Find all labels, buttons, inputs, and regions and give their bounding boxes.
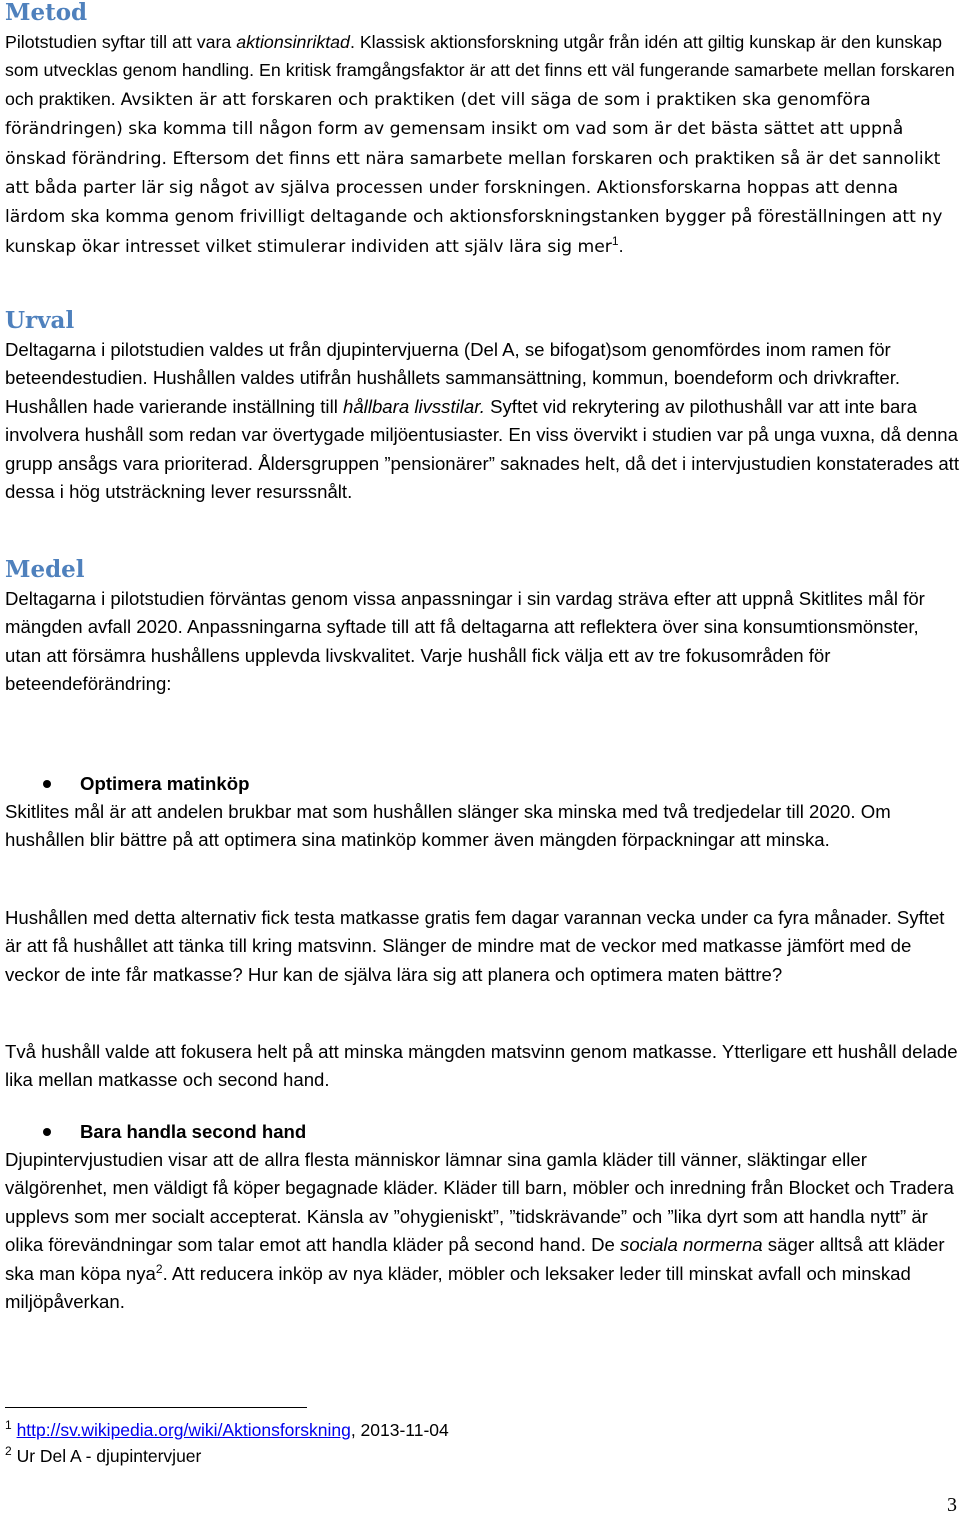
second-hand-emphasis: sociala normerna <box>620 1234 763 1256</box>
footnote-1: $^1$ http://sv.wikipedia.org/wiki/Aktionsforskning, 2013-11-04 <box>5 1418 449 1440</box>
optimera-paragraph-1: Skitlites mål är att andelen brukbar mat som hushållen slänger ska minska med två tredjedelar till 2020. Om hushållen blir bättre på att optimera sina matinköp kommer även mängden förpackningar att minska. <box>5 801 891 851</box>
footnote-ref-2: 2 <box>155 1261 163 1276</box>
optimera-paragraph-3: Två hushåll valde att fokusera helt på att minska mängden matsvinn genom matkasse. Ytterligare ett hushåll delade lika mellan matkasse och second hand. <box>5 1041 958 1091</box>
bullet-dot-icon <box>43 1128 51 1136</box>
bullet-label: Bara handla second hand <box>80 1121 307 1142</box>
heading-medel: Medel <box>5 556 85 583</box>
second-hand-paragraph: Djupintervjustudien visar att de allra flesta människor lämnar sina gamla kläder till vänner, släktingar eller välgörenhet, men väldigt få köper begagnade kläder. Kläder till barn, möbler och inredning från Blocket och Tradera upplevs som mer socialt accepterat. Känsla av ”ohygieniskt”, ”tidskrävande” och ”lika dyrt som att handla nytt” är olika förevändningar som talar emot att handla kläder på second hand. De sociala normerna säger alltså att kläder ska man köpa nya$^2$. Att reducera inköp av nya kläder, möbler och leksaker leder till minskat avfall och minskad miljöpåverkan. <box>5 1149 954 1313</box>
urval-emphasis: hållbara livsstilar. <box>343 395 485 417</box>
heading-metod: Metod <box>5 0 88 26</box>
metod-paragraph-intro: Pilotstudien syftar till att vara aktionsinriktad. Klassisk aktionsforskning utgår från idén att giltig kunskap är den kunskap som utvecklas genom handling. En kritisk framgångsfaktor är att det finns ett väl fungerande samarbete mellan forskaren och praktiken. Avsikten är att forskaren och praktiken (det vill säga de som i praktiken ska genomföra förändringen) ska komma till någon form av gemensam insikt om vad som är det bästa sättet att uppnå önskad förändring. Eftersom det finns ett nära samarbete mellan forskaren och praktiken så är det sannolikt att båda parter lär sig något av själva processen under forskningen. Aktionsforskarna hoppas att denna lärdom ska komma genom frivilligt deltagande och aktionsforskningstanken bygger på föreställningen att ny kunskap ökar intresset vilket stimulerar individen att själv lära sig mer$^1$. <box>5 32 955 257</box>
footnote-ref-1: 1 <box>611 233 619 248</box>
page-number: 3 <box>947 1494 957 1516</box>
metod-paragraph-body: Avsikten är att forskaren och praktiken (det vill säga de som i praktiken ska genomföra förändringen) ska komma till någon form av gemensam insikt om vad som är det bästa sättet att uppnå önskad förändring. Eftersom det finns ett nära samarbete mellan forskaren och praktiken så är det sannolikt att båda parter lär sig något av själva processen under forskningen. Aktionsforskarna hoppas att denna lärdom ska komma genom frivilligt deltagande och aktionsforskningstanken bygger på föreställningen att ny kunskap ökar intresset vilket stimulerar individen att själv lära sig mer <box>5 89 943 257</box>
optimera-paragraph-2: Hushållen med detta alternativ fick testa matkasse gratis fem dagar varannan vecka under ca fyra månader. Syftet är att få hushållet att tänka till kring matsvinn. Slänger de mindre mat de veckor med matkasse jämfört med de veckor de inte får matkasse? Hur kan de själva lära sig att planera och optimera maten bättre? <box>5 907 945 985</box>
bullet-label: Optimera matinköp <box>80 773 250 794</box>
urval-paragraph: Deltagarna i pilotstudien valdes ut från djupintervjuerna (Del A, se bifogat)som genomfördes inom ramen för beteendestudien. Hushållen valdes utifrån hushållets sammansättning, kommun, boendeform och drivkrafter. Hushållen hade varierande inställning till hållbara livsstilar. Syftet vid rekrytering av pilothushåll var att inte bara involvera hushåll som redan var övertygade miljöentusiaster. En viss övervikt i studien var på unga vuxna, då denna grupp ansågs vara prioriterad. Åldersgruppen ”pensionärer” saknades helt, då det i intervjustudien konstaterades att dessa i hög utsträckning lever resurssnålt. <box>5 339 960 503</box>
footnote-link[interactable]: http://sv.wikipedia.org/wiki/Aktionsforskning <box>16 1420 351 1440</box>
heading-urval: Urval <box>5 307 75 334</box>
medel-paragraph: Deltagarna i pilotstudien förväntas genom vissa anpassningar i sin vardag sträva efter att uppnå Skitlites mål för mängden avfall 2020. Anpassningarna syftade till att få deltagarna att reflektera över sina konsumtionsmönster, utan att försämra hushållens upplevda livskvalitet. Varje hushåll fick välja ett av tre fokusområden för beteendeförändring: <box>5 588 925 695</box>
bullet-dot-icon <box>43 780 51 788</box>
metod-emphasis: aktionsinriktad <box>236 32 350 52</box>
footnote-2: $^2$ Ur Del A - djupintervjuer <box>5 1444 202 1466</box>
footnote-separator <box>5 1407 307 1408</box>
